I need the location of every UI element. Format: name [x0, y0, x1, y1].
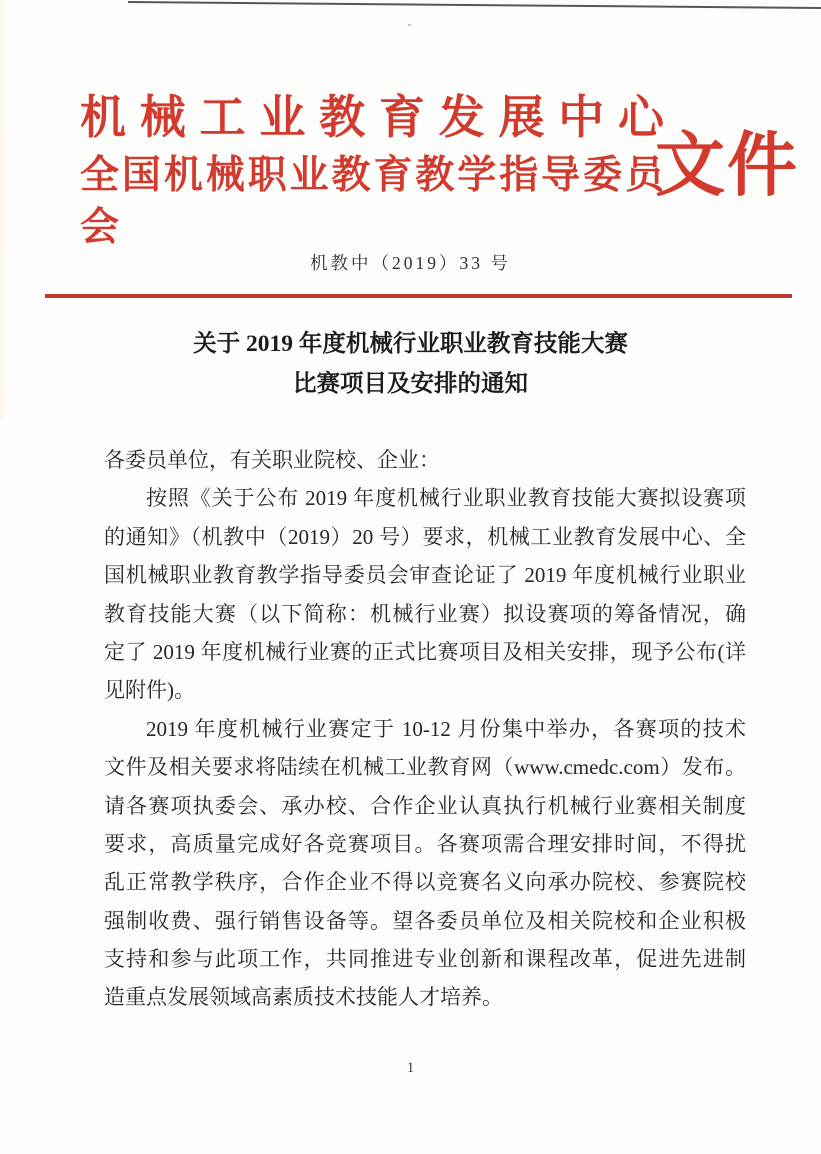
body-line: 文件及相关要求将陆续在机械工业教育网（www.cmedc.com）发布。 — [104, 755, 746, 780]
scan-artifact-speck — [408, 24, 411, 26]
body-line: 请各赛项执委会、承办校、合作企业认真执行机械行业赛相关制度 — [104, 793, 746, 818]
body-line: 乱正常教学秩序，合作企业不得以竞赛名义向承办院校、参赛院校 — [104, 870, 746, 895]
org-name-line2: 全国机械职业教育教学指导委员会 — [80, 154, 664, 249]
scan-artifact-top-line — [128, 1, 821, 9]
letterhead — [80, 90, 799, 254]
body-line: 国机械职业教育教学指导委员会审查论证了 2019 年度机械行业职业 — [104, 563, 746, 588]
body-line: 教育技能大赛（以下简称：机械行业赛）拟设赛项的筹备情况，确 — [104, 601, 746, 626]
body-line: 支持和参与此项工作，共同推进专业创新和课程改革，促进先进制 — [104, 947, 746, 972]
body-line: 强制收费、强行销售设备等。望各委员单位及相关院校和企业积极 — [104, 908, 746, 933]
document-body — [104, 441, 746, 1017]
body-line: 见附件)。 — [104, 678, 195, 703]
org-name-line1: 机械工业教育发展中心 — [80, 92, 664, 143]
document-title-line2: 比赛项目及安排的通知 — [293, 371, 528, 397]
document-type-label: 文件 — [655, 128, 799, 205]
body-line: 2019 年度机械行业赛定于 10-12 月份集中举办，各赛项的技术 — [146, 716, 746, 741]
red-divider-rule — [45, 294, 792, 298]
body-line: 要求，高质量完成好各竞赛项目。各赛项需合理安排时间，不得扰 — [104, 831, 746, 856]
page-number: 1 — [406, 1060, 415, 1076]
body-line: 的通知》（机教中（2019）20 号）要求，机械工业教育发展中心、全 — [104, 524, 746, 549]
body-line: 按照《关于公布 2019 年度机械行业职业教育技能大赛拟设赛项 — [146, 486, 746, 511]
letterhead-org-names — [80, 90, 664, 254]
body-line: 造重点发展领域高素质技术技能人才培养。 — [104, 985, 503, 1010]
document-title — [0, 324, 821, 404]
body-line: 各委员单位，有关职业院校、企业： — [104, 448, 440, 472]
document-title-line1: 关于 2019 年度机械行业职业教育技能大赛 — [193, 331, 628, 357]
body-line: 定了 2019 年度机械行业赛的正式比赛项目及相关安排，现予公布(详 — [104, 639, 746, 664]
document-number: 机教中（2019）33 号 — [310, 253, 511, 273]
